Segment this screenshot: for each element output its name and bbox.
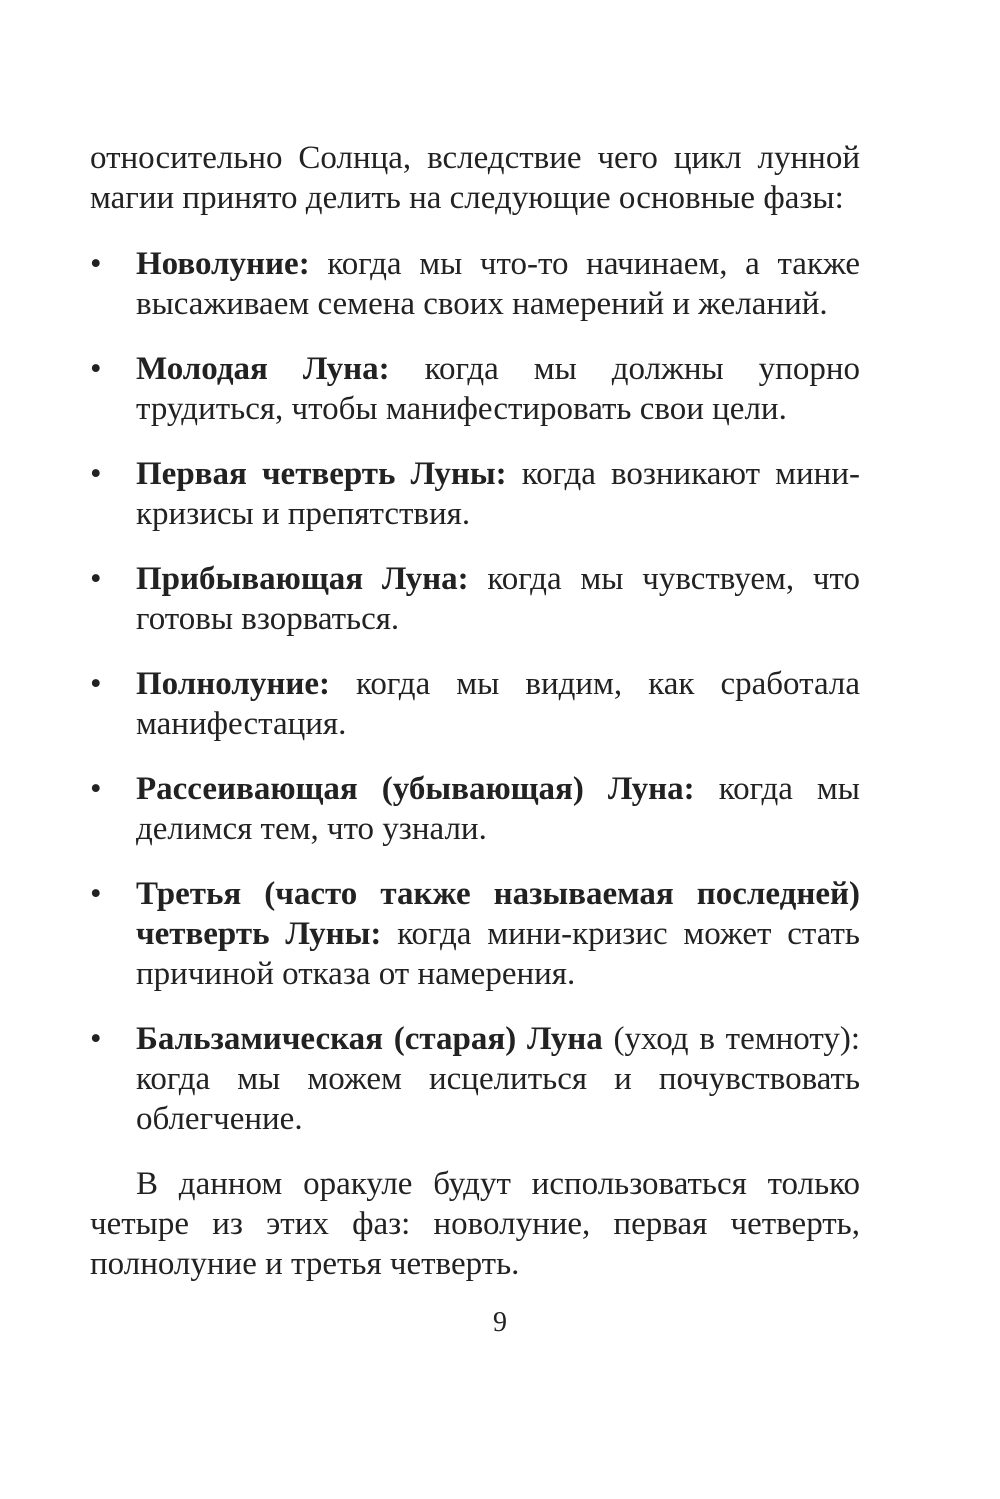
- bullet-icon: •: [90, 771, 102, 807]
- list-item: [90, 1019, 860, 1139]
- phase-description: когда мини-кризис может стать причиной отказа от намерения.: [136, 916, 860, 992]
- list-item: [90, 769, 860, 849]
- phase-description: когда мы должны упорно трудиться, чтобы манифестировать свои цели.: [136, 351, 860, 427]
- list-item: [90, 664, 860, 744]
- bullet-icon: •: [90, 666, 102, 702]
- phase-description: когда мы делимся тем, что узнали.: [136, 771, 860, 847]
- list-item: [90, 244, 860, 324]
- phase-term: Бальзамическая (старая) Луна: [136, 1021, 603, 1057]
- phase-term: Третья (часто также называемая последней) четверть Луны:: [136, 876, 860, 952]
- phase-description: (уход в темноту): когда мы можем исцелиться и почувствовать облегчение.: [136, 1021, 860, 1137]
- phase-term: Первая четверть Луны:: [136, 456, 507, 492]
- phase-description: когда мы что-то начинаем, а также высаживаем семена своих намерений и желаний.: [136, 246, 860, 322]
- phase-term: Полнолуние:: [136, 666, 331, 702]
- bullet-icon: •: [90, 351, 102, 387]
- list-item: [90, 454, 860, 534]
- bullet-icon: •: [90, 246, 102, 282]
- phase-description: когда возникают мини-кризисы и препятствия.: [136, 456, 860, 532]
- phase-term: Рассеивающая (убывающая) Луна:: [136, 771, 695, 807]
- list-item: [90, 874, 860, 994]
- page-number: 9: [493, 1307, 507, 1338]
- phase-description: когда мы чувствуем, что готовы взорваться.: [136, 561, 860, 637]
- bullet-icon: •: [90, 456, 102, 492]
- list-item: [90, 349, 860, 429]
- intro-paragraph: относительно Солнца, вследствие чего цикл лунной магии принято делить на следующие основные фазы:: [90, 140, 860, 216]
- bullet-icon: •: [90, 1021, 102, 1057]
- list-item: [90, 559, 860, 639]
- phase-term: Молодая Луна:: [136, 351, 390, 387]
- phase-term: Прибывающая Луна:: [136, 561, 469, 597]
- closing-paragraph: В данном оракуле будут использоваться только четыре из этих фаз: новолуние, первая четверть, полнолуние и третья четверть.: [90, 1166, 860, 1282]
- page-body: [90, 138, 860, 1284]
- phase-term: Новолуние:: [136, 246, 310, 282]
- moon-phase-list: [90, 244, 860, 1139]
- bullet-icon: •: [90, 561, 102, 597]
- bullet-icon: •: [90, 876, 102, 912]
- phase-description: когда мы видим, как сработала манифестация.: [136, 666, 860, 742]
